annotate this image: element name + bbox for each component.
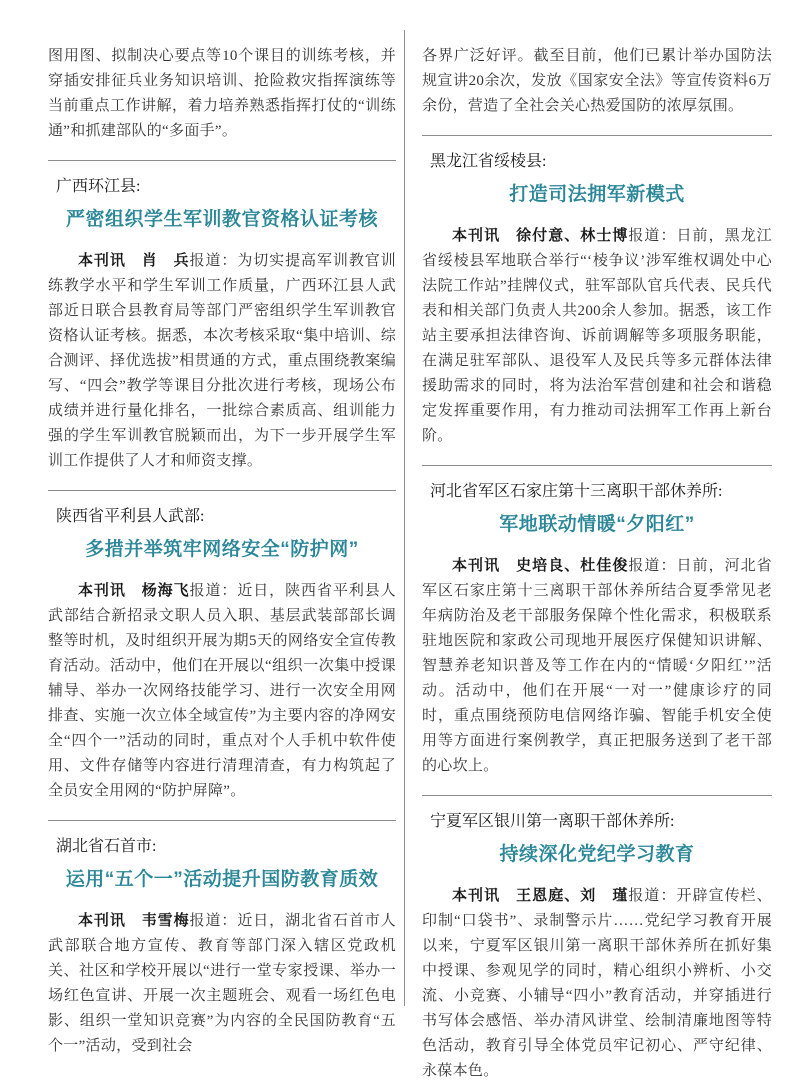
continuation-text: 图用图、拟制决心要点等10个课目的训练考核，并穿插安排征兵业务知识培训、抢险救灾指挥演练等当前重点工作讲解，着力培养熟悉指挥打仗的“训练通”和抓建部队的“多面手”。 (48, 48, 396, 139)
article-byline: 本刊讯 王恩庭、刘 瑾 (452, 887, 629, 904)
section-divider (48, 490, 396, 491)
article-body (422, 223, 772, 449)
article-location: 黑龙江省绥棱县: (430, 153, 547, 170)
article-byline: 本刊讯 肖 兵 (78, 252, 190, 269)
article-byline-suffix: 报道： (628, 228, 677, 244)
article-headline: 严密组织学生军训教官资格认证考核 (65, 209, 378, 230)
article-body-text: 日前，黑龙江省绥棱县军地联合举行“‘棱争议’涉军维权调处中心法院工作站”挂牌仪式，驻军部队官兵代表、民兵代表和相关部门负责人共200余人参加。据悉，该工作站主要承担法律咨询、诉前调解等多项服务职能，在满足驻军部队、退役军人及民兵等多元群体法律援助需求的同时，将为法治军营创建和社会和谐稳定发挥重要作用，有力推动司法拥军工作再上新台阶。 (422, 228, 772, 444)
article-byline-suffix: 报道： (628, 888, 677, 904)
continuation-text: 各界广泛好评。截至目前，他们已累计举办国防法规宣讲20余次，发放《国家安全法》等宣传资料6万余份，营造了全社会关心热爱国防的浓厚氛围。 (422, 48, 772, 114)
article-body-text: 近日，陕西省平利县人武部结合新招录文职人员入职、基层武装部部长调整等时机，及时组织开展为期5天的网络安全宣传教育活动。活动中，他们在开展以“组织一次集中授课辅导、举办一次网络技能学习、进行一次安全用网排查、实施一次立体全域宣传”为主要内容的净网安全“四个一”活动的同时，重点对个人手机中软件使用、文件存储等内容进行清理清查，有力构筑起了全员安全用网的“防护屏障”。 (48, 583, 396, 799)
section-divider (422, 135, 772, 136)
article-byline: 本刊讯 杨海飞 (78, 582, 190, 599)
article-byline-suffix: 报道： (628, 558, 677, 574)
article-headline: 持续深化党纪学习教育 (499, 844, 695, 865)
article-headline: 运用“五个一”活动提升国防教育质效 (65, 869, 379, 890)
article-headline: 多措并举筑牢网络安全“防护网” (85, 539, 359, 560)
article-headline: 打造司法拥军新模式 (509, 184, 685, 205)
article-hebei-shijiazhuang (422, 479, 772, 779)
article-hubei-shishou (48, 834, 396, 1059)
article-guangxi-huanjiang (48, 174, 396, 474)
article-byline: 本刊讯 史培良、杜佳俊 (452, 557, 629, 574)
column-left (48, 30, 404, 1054)
article-body (48, 908, 396, 1059)
article-ningxia-yinchuan (422, 809, 772, 1084)
article-body (48, 248, 396, 474)
article-body (48, 578, 396, 804)
article-heilongjiang-suileng (422, 149, 772, 449)
article-byline: 本刊讯 韦雪梅 (78, 912, 190, 929)
section-divider (48, 820, 396, 821)
article-body-text: 日前，河北省军区石家庄第十三离职干部休养所结合夏季常见老年病防治及老干部服务保障个性化需求，积极联系驻地医院和家政公司现地开展医疗保健知识讲解、智慧养老知识普及等工作在内的“情暖‘夕阳红’”活动。活动中，他们在开展“一对一”健康诊疗的同时，重点围绕预防电信网络诈骗、智能手机安全使用等方面进行案例教学，真正把服务送到了老干部的心坎上。 (422, 558, 772, 774)
article-location: 河北省军区石家庄第十三离职干部休养所: (430, 483, 723, 500)
article-location: 广西环江县: (56, 178, 141, 195)
article-byline-suffix: 报道： (189, 583, 238, 599)
article-byline-suffix: 报道： (189, 253, 238, 269)
article-body-text: 为切实提高军训教官训练教学水平和学生军训工作质量，广西环江县人武部近日联合县教育局等部门严密组织学生军训教官资格认证考核。据悉，本次考核采取“集中培训、综合测评、择优选拔”相贯通的方式，重点围绕教案编写、“四会”教学等课目分批次进行考核，现场公布成绩并进行量化排名，一批综合素质高、组训能力强的学生军训教官脱颖而出，为下一步开展学生军训工作提供了人才和师资支撑。 (48, 253, 396, 469)
article-byline-suffix: 报道： (189, 913, 238, 929)
article-location: 湖北省石首市: (56, 838, 157, 855)
article-location: 陕西省平利县人武部: (56, 508, 205, 525)
article-byline: 本刊讯 徐付意、林士博 (452, 227, 629, 244)
article-body-text: 开辟宣传栏、印制“口袋书”、录制警示片……党纪学习教育开展以来，宁夏军区银川第一离职干部休养所在抓好集中授课、参观见学的同时，精心组织小辨析、小交流、小竞赛、小辅导“四小”教育活动，并穿插进行书写体会感悟、举办清风讲堂、绘制清廉地图等特色活动，教育引导全体党员牢记初心、严守纪律、永葆本色。 (422, 888, 772, 1079)
section-divider (422, 795, 772, 796)
article-body-text: 近日，湖北省石首市人武部联合地方宣传、教育等部门深入辖区党政机关、社区和学校开展以“进行一堂专家授课、举办一场红色宣讲、开展一次主题班会、观看一场红色电影、组织一堂知识竞赛”为内容的全民国防教育“五个一”活动，受到社会 (48, 913, 396, 1054)
article-location: 宁夏军区银川第一离职干部休养所: (430, 813, 675, 830)
article-shaanxi-pingli (48, 504, 396, 804)
column-right (404, 30, 772, 1079)
article-body (422, 553, 772, 779)
article-headline: 军地联动情暖“夕阳红” (499, 514, 695, 535)
section-divider (48, 160, 396, 161)
article-body (422, 883, 772, 1084)
section-divider (422, 465, 772, 466)
